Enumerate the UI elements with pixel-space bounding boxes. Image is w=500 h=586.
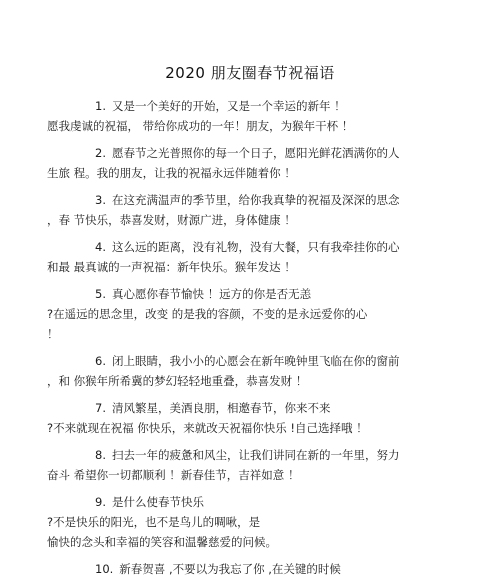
greeting-text: 是什么使春节快乐 bbox=[111, 495, 204, 509]
greeting-entry bbox=[47, 398, 467, 438]
greeting-first-line bbox=[47, 190, 467, 210]
greeting-text: 奋斗 希望你一切都顺利 ！新春佳节，吉祥如意 ！ bbox=[47, 468, 300, 482]
greeting-number: 5. bbox=[95, 287, 106, 301]
greeting-text: 愉快的念头和幸福的笑容和温馨慈爱的问候。 bbox=[47, 535, 277, 549]
greeting-text: 闭上眼睛，我小小的心愿会在新年晚钟里飞临在你的窗前 bbox=[111, 354, 400, 368]
greeting-text: 愿我虔诚的祝福， 带给你成功的一年！朋友，为猴年干杯 ！ bbox=[47, 119, 354, 133]
greeting-number: 10. bbox=[95, 562, 114, 576]
greeting-text: 愿春节之光普照你的每一个日子，愿阳光鲜花洒满你的人 bbox=[111, 146, 400, 160]
greeting-continuation-line bbox=[47, 210, 467, 230]
greeting-text: 清风繁星，美酒良朋，相邀春节，你来不来 bbox=[111, 401, 331, 415]
greeting-first-line bbox=[47, 445, 467, 465]
greeting-entry bbox=[47, 284, 467, 344]
greeting-continuation-line bbox=[47, 512, 467, 532]
greeting-continuation-line bbox=[47, 465, 467, 485]
greeting-continuation-line bbox=[47, 324, 467, 344]
greeting-number: 2. bbox=[95, 146, 106, 160]
greeting-list bbox=[47, 96, 467, 586]
greeting-first-line bbox=[47, 351, 467, 371]
greeting-text: 生旅 程。我的朋友，让我的祝福永远伴随着你 ！ bbox=[47, 166, 296, 180]
document-title: 2020 朋友圈春节祝福语 bbox=[165, 64, 335, 82]
greeting-text: 在这充满温声的季节里，给你我真挚的祝福及深深的思念 bbox=[111, 193, 400, 207]
greeting-number: 4. bbox=[95, 240, 106, 254]
greeting-continuation-line bbox=[47, 257, 467, 277]
greeting-entry bbox=[47, 96, 467, 136]
greeting-continuation-line bbox=[47, 163, 467, 183]
greeting-first-line bbox=[47, 96, 467, 116]
greeting-text: ，春 节快乐，恭喜发财，财源广进，身体健康 ！ bbox=[47, 213, 296, 227]
greeting-text: 扫去一年的疲惫和风尘，让我们讲同在新的一年里，努力 bbox=[111, 448, 400, 462]
greeting-text: 新春贺喜 ,不要以为我忘了你 ,在关键的时候 bbox=[119, 562, 341, 576]
greeting-first-line bbox=[47, 284, 467, 304]
greeting-number: 7. bbox=[95, 401, 106, 415]
greeting-continuation-line bbox=[47, 371, 467, 391]
greeting-first-line bbox=[47, 237, 467, 257]
greeting-entry bbox=[47, 190, 467, 230]
greeting-text: ?不来就现在祝福 你快乐，来就改天祝福你快乐 !自己选择哦 ！ bbox=[47, 421, 368, 435]
greeting-entry bbox=[47, 143, 467, 183]
greeting-text: ?在遥远的思念里，改变 的是我的容颜，不变的是永远爱你的心 bbox=[47, 307, 368, 321]
greeting-first-line bbox=[47, 143, 467, 163]
greeting-number: 1. bbox=[95, 99, 106, 113]
greeting-number: 6. bbox=[95, 354, 106, 368]
greeting-first-line bbox=[47, 492, 467, 512]
greeting-continuation-line bbox=[47, 304, 467, 324]
greeting-text: ?不是快乐的阳光，也不是鸟儿的啁啾，是 bbox=[47, 515, 261, 529]
greeting-entry bbox=[47, 559, 467, 579]
greeting-text: 真心愿你春节愉快 ！远方的你是否无恙 bbox=[111, 287, 312, 301]
greeting-text: 和最 最真诚的一声祝福：新年快乐。猴年发达 ！ bbox=[47, 260, 296, 274]
greeting-entry bbox=[47, 237, 467, 277]
greeting-first-line bbox=[47, 398, 467, 418]
greeting-number: 8. bbox=[95, 448, 106, 462]
greeting-entry bbox=[47, 351, 467, 391]
greeting-text: ，和 你猴年所希冀的梦幻轻轻地重叠，恭喜发财 ！ bbox=[47, 374, 308, 388]
greeting-entry bbox=[47, 445, 467, 485]
greeting-text: 又是一个美好的开始，又是一个幸运的新年 ！ bbox=[111, 99, 346, 113]
greeting-number: 9. bbox=[95, 495, 106, 509]
greeting-text: ！ bbox=[47, 327, 59, 341]
greeting-continuation-line bbox=[47, 418, 467, 438]
greeting-text: 这么远的距离，没有礼物，没有大餐，只有我牵挂你的心 bbox=[111, 240, 400, 254]
greeting-first-line bbox=[47, 559, 467, 579]
greeting-continuation-line bbox=[47, 116, 467, 136]
greeting-entry bbox=[47, 492, 467, 552]
greeting-number: 3. bbox=[95, 193, 106, 207]
greeting-continuation-line bbox=[47, 532, 467, 552]
